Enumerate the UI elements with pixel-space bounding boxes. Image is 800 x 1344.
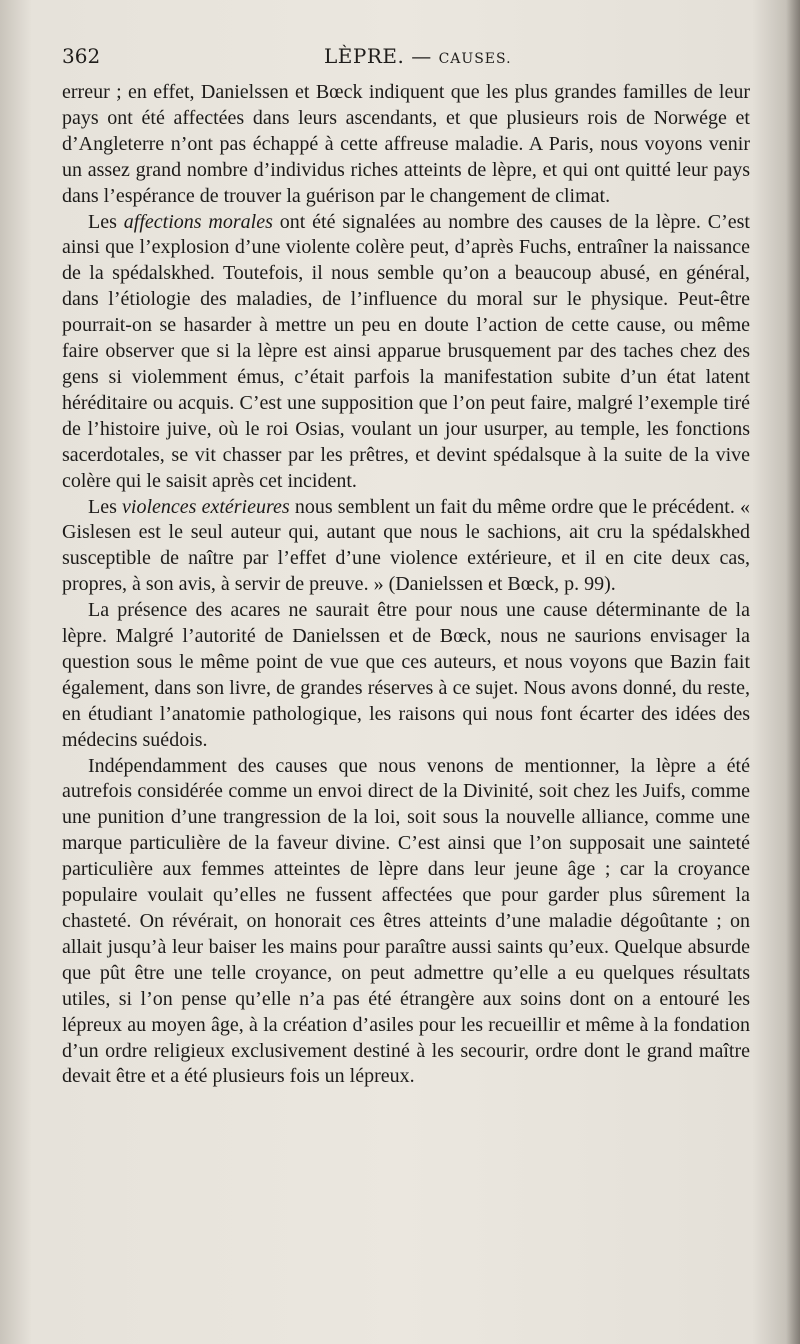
emphasis-term: violences extérieures bbox=[122, 495, 290, 518]
body-text bbox=[62, 80, 750, 1090]
running-head-title: LÈPRE. — bbox=[324, 44, 432, 68]
emphasis-term: affections morales bbox=[123, 210, 273, 233]
paragraph-acares: La présence des acares ne saurait être pour nous une cause déterminante de la lèpre. Malgré l’autorité de Danielssen et de Bœck, nous ne saurions envisager la question sous le même point de vue que ces auteurs, et nous voyons que Bazin fait également, dans son livre, de grandes réserves à ce sujet. Nous avons donné, du reste, en étudiant l’anatomie pathologique, les raisons qui nous font écarter des idées des médecins suédois. bbox=[62, 599, 750, 751]
paragraph-divinite: Indépendamment des causes que nous venons de mentionner, la lèpre a été autrefois considérée comme un envoi direct de la Divinité, soit chez les Juifs, comme une punition d’une trangression de la loi, soit sous la nouvelle alliance, comme une marque particulière de la faveur divine. C’est ainsi que l’on supposait une sainteté particulière aux femmes atteintes de lèpre dans leur jeune âge ; car la croyance populaire voulait qu’elles ne fussent affectées que pour garder plus sûrement la chasteté. On révérait, on honorait ces êtres atteints d’une maladie dégoûtante ; on allait jusqu’à leur baiser les mains pour paraître aussi saints qu’eux. Quelque absurde que pût être une telle croyance, on peut admettre qu’elle a eu quelques résultats utiles, si l’on pense qu’elle n’a pas été étrangère aux soins dont on a entouré les lépreux au moyen âge, à la création d’asiles pour les recueillir et même à la fondation d’un ordre religieux exclusivement destiné à les secourir, ordre dont le grand maître devait être et a été plusieurs fois un lépreux. bbox=[62, 754, 750, 1088]
page-number: 362 bbox=[62, 44, 101, 68]
running-head-subtitle: CAUSES. bbox=[438, 51, 512, 67]
paragraph-affections-morales bbox=[62, 210, 750, 495]
paragraph-body: nous semblent un fait du même ordre que le précédent. « Gislesen est le seul auteur qui, autant que nous le sachions, ait cru la spédalskhed susceptible de naître par l’effet d’une violence extérieure, et il en cite deux cas, propres, à son avis, à servir de preuve. » (Danielssen et Bœck, p. 99). bbox=[62, 495, 750, 596]
paragraph-lead: Les bbox=[88, 210, 124, 233]
running-head bbox=[324, 44, 512, 68]
paragraph-lead: Les bbox=[88, 495, 123, 518]
paragraph-continuation: erreur ; en effet, Danielssen et Bœck indiquent que les plus grandes familles de leur pays ont été affectées dans leurs ascendants, et que plusieurs rois de Norwége et d’Angleterre n’ont pas échappé à cette affreuse maladie. A Paris, nous voyons venir un assez grand nombre d’individus riches atteints de lèpre, et qui ont quitté leur pays dans l’espérance de trouver la guérison par le changement de climat. bbox=[62, 81, 750, 207]
page-header bbox=[62, 44, 752, 74]
paragraph-violences-exterieures bbox=[62, 495, 750, 599]
paragraph-body: ont été signalées au nombre des causes de la lèpre. C’est ainsi que l’explosion d’une violente colère peut, d’après Fuchs, entraîner la naissance de la spédalskhed. Toutefois, il nous semble qu’on a beaucoup abusé, en général, dans l’étiologie des maladies, de l’influence du moral sur le physique. Peut-être pourrait-on se hasarder à mettre un peu en doute l’action de cette cause, ou même faire observer que si la lèpre est ainsi apparue brusquement par des taches chez des gens si violemment émus, c’était parfois la manifestation subite d’un état latent héréditaire ou acquis. C’est une supposition que l’on peut faire, malgré l’exemple tiré de l’histoire juive, où le roi Osias, voulant un jour usurper, au temple, les fonctions sacerdotales, se vit chasser par les prêtres, et devint spédalsque à la suite de la vive colère qui le saisit après cet incident. bbox=[62, 210, 750, 492]
